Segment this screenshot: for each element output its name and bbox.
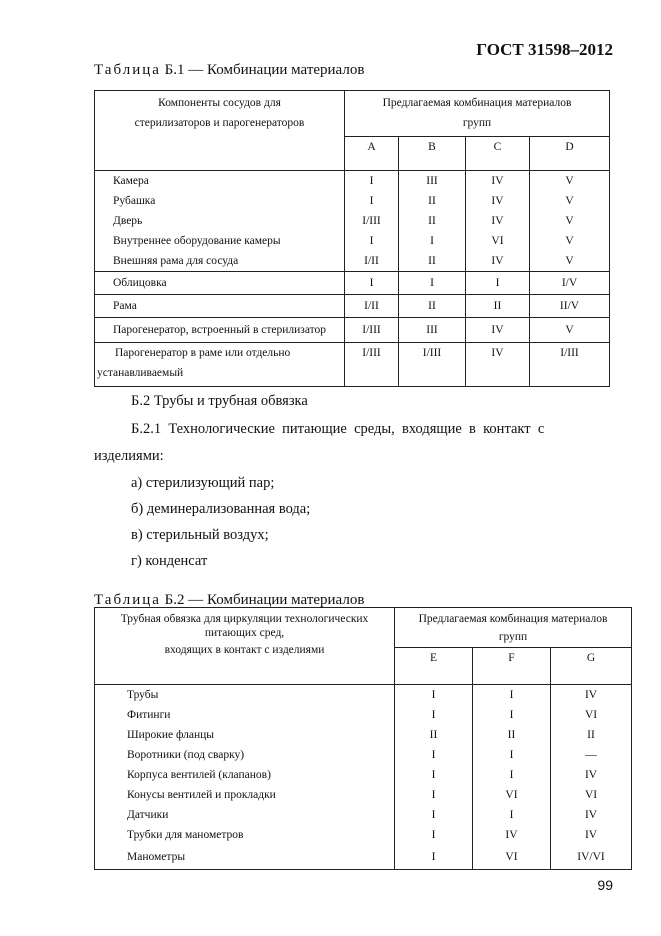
table2-group-header-line2: групп	[498, 631, 528, 643]
table2-group-g: G	[551, 648, 632, 685]
table1-cell: I/III	[345, 318, 399, 343]
table2-row-label: Трубки для манометров	[127, 829, 244, 841]
section-heading: Б.2 Трубы и трубная обвязка	[131, 393, 308, 409]
table2-cell: I	[473, 685, 551, 706]
table-row	[95, 705, 632, 725]
table2-cell: IV/VI	[551, 845, 632, 870]
table1-group-header	[345, 91, 610, 137]
section-paragraph-line2: изделиями:	[94, 448, 164, 464]
table1-cell: IV	[466, 318, 530, 343]
table2-cell: VI	[473, 845, 551, 870]
table1-caption-title: Б.1 — Комбинации материалов	[160, 62, 365, 78]
table1-caption	[94, 62, 364, 79]
table2-cell: I	[395, 785, 473, 805]
table2-row-label: Датчики	[127, 809, 169, 821]
table2-component-header-line1: Трубная обвязка для циркуляции технологических	[120, 613, 369, 625]
table1-cell: I	[466, 272, 530, 295]
table1-component-header-line2: стерилизаторов и парогенераторов	[134, 117, 305, 129]
table2-cell: IV	[551, 765, 632, 785]
list-item: а) стерилизующий пар;	[131, 475, 275, 491]
table2-cell: I	[473, 745, 551, 765]
table-b2	[94, 607, 632, 870]
table-row	[95, 272, 610, 295]
table1-group-header-line2: групп	[462, 117, 492, 129]
table2-group-header	[395, 608, 632, 648]
table2-row-label: Фитинги	[127, 709, 171, 721]
table2-group-header-line1: Предлагаемая комбинация материалов	[418, 613, 608, 625]
table2-cell: —	[551, 745, 632, 765]
table-row	[95, 251, 610, 272]
table1-cell: II	[399, 295, 466, 318]
table1-cell: I/III	[345, 211, 399, 231]
table-row	[95, 825, 632, 845]
table2-cell: VI	[551, 785, 632, 805]
table-row	[95, 765, 632, 785]
table-row	[95, 318, 610, 343]
table2-cell: II	[395, 725, 473, 745]
table1-cell: VI	[466, 231, 530, 251]
table2-cell: I	[395, 685, 473, 706]
table1-row-label: Рама	[95, 295, 345, 318]
table1-component-header	[95, 91, 345, 171]
table1-row-label: Парогенератор, встроенный в стерилизатор	[95, 318, 345, 343]
table2-cell: I	[473, 805, 551, 825]
table2-cell: VI	[473, 785, 551, 805]
table-row	[95, 343, 610, 387]
table1-group-d: D	[530, 137, 610, 171]
table-row	[95, 295, 610, 318]
table1-cell: V	[530, 251, 610, 272]
table-row	[95, 725, 632, 745]
table1-cell: I/III	[530, 343, 610, 387]
table1-cell: III	[399, 318, 466, 343]
table1-component-header-line1: Компоненты сосудов для	[158, 97, 281, 109]
table1-row-label: Камера	[95, 171, 345, 192]
table1-cell: II	[466, 295, 530, 318]
table2-cell: I	[473, 765, 551, 785]
list-item: в) стерильный воздух;	[131, 527, 269, 543]
table-row	[95, 785, 632, 805]
table-row	[95, 231, 610, 251]
table1-cell: I/II	[345, 251, 399, 272]
table-row	[95, 191, 610, 211]
table-row	[95, 685, 632, 706]
table1-row-label: Внешняя рама для сосуда	[113, 255, 239, 267]
table1-group-a: A	[345, 137, 399, 171]
table1-cell: II	[399, 251, 466, 272]
table1-cell: II	[399, 211, 466, 231]
table1-cell: V	[530, 231, 610, 251]
table1-cell: IV	[466, 211, 530, 231]
list-item: г) конденсат	[131, 553, 208, 569]
list-item: б) деминерализованная вода;	[131, 501, 311, 517]
table1-group-header-line1: Предлагаемая комбинация материалов	[382, 97, 572, 109]
table2-component-header-line2: питающих сред,	[204, 627, 285, 639]
table2-component-header	[95, 608, 395, 685]
table1-row-label	[95, 343, 345, 387]
table2-row-label: Корпуса вентилей (клапанов)	[127, 769, 271, 781]
table2-cell: IV	[473, 825, 551, 845]
table1-cell: V	[530, 211, 610, 231]
table2-cell: I	[395, 805, 473, 825]
table2-cell: I	[395, 705, 473, 725]
table2-row-label: Воротники (под сварку)	[127, 749, 245, 761]
table1-cell: I	[345, 231, 399, 251]
table1-cell: III	[399, 171, 466, 192]
table-row	[95, 805, 632, 825]
table2-cell: VI	[551, 705, 632, 725]
table2-row-label: Манометры	[127, 851, 186, 863]
table1-cell: I	[345, 272, 399, 295]
table1-cell: V	[530, 318, 610, 343]
table2-row-label: Конусы вентилей и прокладки	[127, 789, 276, 801]
table2-caption-prefix: Таблица	[94, 592, 161, 608]
table1-cell: II/V	[530, 295, 610, 318]
table2-cell: I	[395, 825, 473, 845]
table2-cell: I	[395, 845, 473, 870]
table1-cell: I/V	[530, 272, 610, 295]
page-number: 99	[597, 877, 613, 893]
table2-cell: IV	[551, 825, 632, 845]
table1-row-label-line1: Парогенератор в раме или отдельно	[115, 347, 291, 359]
section-paragraph-line1: Б.2.1 Технологические питающие среды, входящие в контакт с	[131, 421, 545, 437]
table1-cell: I	[399, 231, 466, 251]
table1-row-label: Рубашка	[113, 195, 156, 207]
table1-cell: I/III	[399, 343, 466, 387]
table1-cell: I/II	[345, 295, 399, 318]
table1-row-label: Внутреннее оборудование камеры	[113, 235, 281, 247]
table2-cell: I	[473, 705, 551, 725]
table1-row-label: Дверь	[113, 215, 143, 227]
table1-caption-prefix: Таблица	[94, 62, 161, 78]
table1-cell: IV	[466, 171, 530, 192]
table2-row-label: Широкие фланцы	[127, 729, 215, 741]
table-row	[95, 845, 632, 870]
table2-cell: IV	[551, 805, 632, 825]
table1-cell: IV	[466, 191, 530, 211]
table2-caption-title: Б.2 — Комбинации материалов	[160, 592, 365, 608]
table1-cell: V	[530, 171, 610, 192]
table2-row-label: Трубы	[95, 685, 395, 706]
table2-cell: II	[473, 725, 551, 745]
table2-cell: II	[551, 725, 632, 745]
table2-cell: I	[395, 745, 473, 765]
table1-row-label-line2: устанавливаемый	[97, 367, 184, 379]
table1-row-label: Облицовка	[95, 272, 345, 295]
table1-group-b: B	[399, 137, 466, 171]
table-b1	[94, 90, 610, 387]
table1-cell: IV	[466, 343, 530, 387]
table1-cell: I	[345, 171, 399, 192]
table2-group-e: E	[395, 648, 473, 685]
table-row	[95, 745, 632, 765]
table2-cell: I	[395, 765, 473, 785]
table1-cell: I/III	[345, 343, 399, 387]
table1-cell: I	[345, 191, 399, 211]
document-number: ГОСТ 31598–2012	[476, 40, 613, 59]
table2-component-header-line3: входящих в контакт с изделиями	[164, 644, 325, 656]
table1-cell: II	[399, 191, 466, 211]
table1-cell: V	[530, 191, 610, 211]
table-row	[95, 171, 610, 192]
table2-cell: IV	[551, 685, 632, 706]
table1-cell: I	[399, 272, 466, 295]
table1-group-c: C	[466, 137, 530, 171]
table2-group-f: F	[473, 648, 551, 685]
table1-cell: IV	[466, 251, 530, 272]
table-row	[95, 211, 610, 231]
